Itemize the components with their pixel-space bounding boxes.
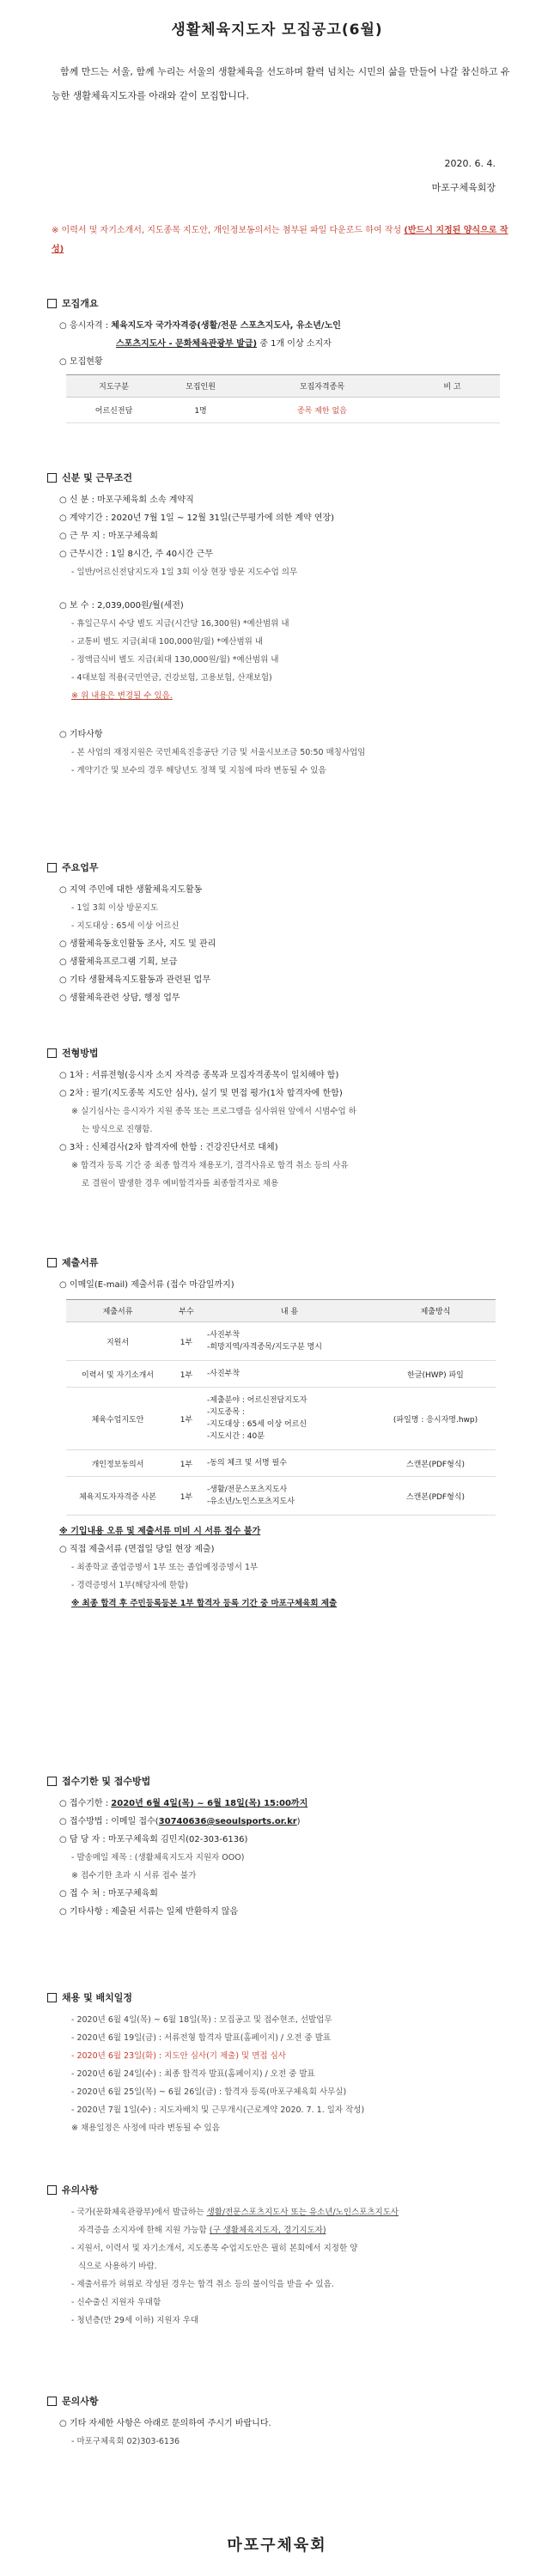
duty-item: ○ 지역 주민에 대한 생활체육지도활동 xyxy=(59,885,203,895)
note-item xyxy=(47,2203,528,2221)
duty-item: ○ 생활체육프로그램 기획, 보급 xyxy=(59,957,178,967)
stage-2: ○ 2차 : 필기(지도종목 지도안 심사), 실기 및 면접 평가(1차 합격자에 한함) xyxy=(59,1089,343,1098)
qual-certs: 체육지도자 국가자격증(생활/전문 스포츠지도사, 유소년/노인 xyxy=(111,321,341,331)
table-cell xyxy=(204,1450,375,1477)
receiver-line: ○ 접 수 처 : 마포구체육회 xyxy=(59,1889,158,1899)
section-title: 전형방법 xyxy=(62,1048,99,1059)
mail-subject-note: - 발송메일 제목 : (생활체육지도자 지원자 OOO) xyxy=(71,1853,245,1862)
workplace-line: ○ 근 무 지 : 마포구체육회 xyxy=(59,532,158,541)
table-cell xyxy=(375,1322,496,1361)
checkbox-icon xyxy=(47,2185,57,2195)
table-cell: 1부 xyxy=(169,1388,204,1450)
section-title: 주요업무 xyxy=(62,862,99,873)
table-cell: 1명 xyxy=(161,398,240,423)
section-header xyxy=(47,1046,528,1060)
contract-period-line: ○ 계약기간 : 2020년 7월 1일 ~ 12월 31일(근무평가에 의한 계약 연장) xyxy=(59,513,335,523)
qual-label: ○ 응시자격 : xyxy=(59,321,112,331)
section-title: 모집개요 xyxy=(62,298,99,309)
checkbox-icon xyxy=(47,473,57,483)
cell-line: -제출분야 : 어르신전담지도자 xyxy=(207,1396,307,1405)
col-header: 부수 xyxy=(169,1300,204,1322)
method-tail: ) xyxy=(296,1817,301,1826)
table-cell: 종목 제한 없음 xyxy=(240,398,405,423)
table-cell: 1부 xyxy=(169,1361,204,1388)
docs-warning: ※ 기입내용 오류 및 제출서류 미비 시 서류 접수 불가 xyxy=(59,1527,261,1536)
table-cell: 1부 xyxy=(169,1477,204,1516)
schedule-note: ※ 채용일정은 사정에 따라 변동될 수 있음 xyxy=(71,2123,220,2133)
duty-item: ○ 생활체육동호인활동 조사, 지도 및 관리 xyxy=(59,939,216,949)
qual-issuer: 스포츠지도사 - 문화체육관광부 발급) xyxy=(116,339,258,349)
intro-paragraph: 함께 만드는 서울, 함께 누리는 서울의 생활체육을 선도하며 활력 넘치는 시민의 삶을 만들어 나갈 참신하고 유능한 생활체육지도자를 아래와 같이 모집합니다. xyxy=(52,66,510,101)
checkbox-icon xyxy=(47,299,57,308)
pay-item: - 4대보험 적용(국민연금, 건강보험, 고용보험, 산재보험) xyxy=(71,673,272,683)
other-item: - 본 사업의 재정지원은 국민체육진흥공단 기금 및 서울시보조금 50:50 매칭사업임 xyxy=(71,748,366,757)
work-hours-line: ○ 근무시간 : 1일 8시간, 주 40시간 근무 xyxy=(59,550,213,559)
duty-sub: - 지도대상 : 65세 이상 어르신 xyxy=(71,921,180,931)
table-cell xyxy=(204,1477,375,1516)
section-title: 문의사항 xyxy=(62,2396,99,2407)
deadline-note: ※ 접수기한 초과 시 서류 접수 불가 xyxy=(71,1871,197,1880)
section-header xyxy=(47,2183,528,2196)
table-cell xyxy=(405,398,500,423)
schedule-item: - 2020년 6월 23일(화) : 지도안 심사(기 제출) 및 면접 심사 xyxy=(71,2051,286,2061)
note-text: - 국가(문화체육관광부)에서 발급하는 xyxy=(71,2208,207,2217)
schedule-item: - 2020년 6월 24일(수) : 최종 합격자 발표(홈페이지) / 오전 중 발표 xyxy=(71,2069,315,2079)
note-item xyxy=(47,2221,528,2239)
note-item: - 지원서, 이력서 및 자기소개서, 지도종목 수업지도안은 필히 본회에서 지정한 양 xyxy=(71,2244,358,2253)
section-header xyxy=(47,860,528,874)
table-cell: 개인정보동의서 xyxy=(66,1450,169,1477)
page-title: 생활체육지도자 모집공고(6월) xyxy=(171,21,383,39)
section-application xyxy=(47,1774,528,1921)
table-cell xyxy=(204,1361,375,1388)
table-row xyxy=(66,1322,496,1361)
announcement-date: 2020. 6. 4. xyxy=(444,158,496,169)
method-line xyxy=(47,1813,528,1831)
direct-docs-label: ○ 직접 제출서류 (면접일 당일 현장 제출) xyxy=(59,1545,215,1554)
contact-line: ○ 담 당 자 : 마포구체육회 김민지(02-303-6136) xyxy=(59,1835,248,1844)
table-cell: 지원서 xyxy=(66,1322,169,1361)
table-row xyxy=(66,1361,496,1388)
table-cell: 체육지도자자격증 사본 xyxy=(66,1477,169,1516)
stage-3-note: ※ 합격자 등록 기간 중 최종 합격자 채용포기, 결격사유로 합격 취소 등의 사유 xyxy=(71,1161,349,1170)
cell-line: -생활/전문스포츠지도사 xyxy=(207,1485,288,1494)
notice-emphasis: (반드시 지정된 양식으로 작성) xyxy=(52,226,508,254)
note-item: 식으로 사용하기 바람. xyxy=(78,2262,157,2271)
final-submission-note: ※ 최종 합격 후 주민등록등본 1부 합격자 등록 기간 중 마포구체육회 제출 xyxy=(71,1599,338,1608)
section-title: 제출서류 xyxy=(62,1257,99,1268)
checkbox-icon xyxy=(47,1993,57,2002)
announcement-org: 마포구체육회장 xyxy=(431,182,496,193)
qualification-line-2 xyxy=(47,335,528,353)
checkbox-icon xyxy=(47,2397,57,2406)
section-header xyxy=(47,1774,528,1788)
note-emph: (구 생활체육지도자, 경기지도자) xyxy=(209,2226,326,2235)
schedule-item: - 2020년 6월 25일(목) ~ 6월 26일(금) : 합격자 등록(마포구체육회 사무실) xyxy=(71,2087,347,2097)
table-cell: 1부 xyxy=(169,1450,204,1477)
qual-tail: 중 1개 이상 소지자 xyxy=(257,339,332,349)
email-docs-label: ○ 이메일(E-mail) 제출서류 (접수 마감일까지) xyxy=(59,1280,234,1290)
cell-line: -유소년/노인스포츠지도사 xyxy=(207,1498,295,1506)
table-cell: 스캔본(PDF형식) xyxy=(375,1477,496,1516)
schedule-item: - 2020년 6월 4일(목) ~ 6월 18일(목) : 모집공고 및 접수현조, 선발업무 xyxy=(71,2015,332,2025)
checkbox-icon xyxy=(47,1777,57,1786)
checkbox-icon xyxy=(47,1258,57,1267)
email-link[interactable]: 30740636@seoulsports.or.kr xyxy=(158,1817,297,1826)
stage-2-note: ※ 실기심사는 응시자가 지원 종목 또는 프로그램을 심사위원 앞에서 시범수업 하 xyxy=(71,1107,356,1116)
table-cell: 이력서 및 자기소개서 xyxy=(66,1361,169,1388)
cell-line: -사진부착 xyxy=(207,1370,240,1378)
section-header xyxy=(47,296,528,310)
checkbox-icon xyxy=(47,863,57,872)
checkbox-icon xyxy=(47,1048,57,1058)
note-item: - 제출서류가 허위로 작성된 경우는 합격 취소 등의 불이익을 받을 수 있음. xyxy=(71,2280,334,2289)
deadline-line xyxy=(47,1795,528,1813)
duty-sub: - 1일 3회 이상 방문지도 xyxy=(71,903,159,913)
table-cell xyxy=(204,1388,375,1450)
note-item: - 청년층(만 29세 이하) 지원자 우대 xyxy=(71,2316,199,2325)
status-line: ○ 신 분 : 마포구체육회 소속 계약직 xyxy=(59,495,194,505)
stage-3: ○ 3차 : 신체검사(2차 합격자에 한함 : 건강진단서로 대체) xyxy=(59,1143,278,1152)
stage-2-note: 는 방식으로 진행함. xyxy=(82,1125,153,1134)
stage-1: ○ 1차 : 서류전형(응시자 소지 자격증 종목과 모집자격종목이 일치해야 함) xyxy=(59,1071,339,1080)
section-title: 접수기한 및 접수방법 xyxy=(62,1776,151,1787)
section-title: 신분 및 근무조건 xyxy=(62,472,133,483)
schedule-item: - 2020년 6월 19일(금) : 서류전형 합격자 발표(홈페이지) / 오전 중 발표 xyxy=(71,2033,332,2043)
section-employment-conditions xyxy=(47,471,528,780)
stage-3-note: 로 결원이 발생한 경우 예비합격자를 최종합격자로 채용 xyxy=(82,1179,279,1188)
section-inquiries xyxy=(47,2394,528,2451)
section-title: 유의사항 xyxy=(62,2184,99,2196)
deadline-label: ○ 접수기한 : xyxy=(59,1799,112,1808)
section-header xyxy=(47,1255,528,1269)
method-label: ○ 접수방법 : 이메일 접수( xyxy=(59,1817,159,1826)
section-header xyxy=(47,1990,528,2004)
recruit-status-table xyxy=(66,374,500,423)
note-text: 자격증을 소지자에 한해 지원 가능함 xyxy=(78,2226,207,2235)
direct-doc-item: - 경력증명서 1부(해당자에 한함) xyxy=(71,1581,189,1590)
cell-line: -희망지역/자격종목/지도구분 명시 xyxy=(207,1343,322,1352)
section-selection-method xyxy=(47,1046,528,1193)
pay-item: - 휴일근무시 수당 별도 지급(시간당 16,300원) *예산범위 내 xyxy=(71,619,289,629)
inquiry-contact: - 마포구체육회 02)303-6136 xyxy=(71,2437,180,2446)
table-row xyxy=(66,1477,496,1516)
section-schedule xyxy=(47,1990,528,2137)
col-header: 모집인원 xyxy=(161,375,240,398)
section-recruitment-overview xyxy=(47,296,528,423)
schedule-item: - 2020년 7월 1일(수) : 지도자배치 및 근무개시(근로계약 2020. 7. 1. 일자 작성) xyxy=(71,2105,365,2115)
table-cell: 스캔본(PDF형식) xyxy=(375,1450,496,1477)
col-header: 제출서류 xyxy=(66,1300,169,1322)
inquiry-line: ○ 기타 자세한 사항은 아래로 문의하여 주시기 바랍니다. xyxy=(59,2419,271,2428)
other-line: ○ 기타사항 : 제출된 서류는 일체 반환하지 않음 xyxy=(59,1907,239,1917)
col-header: 모집자격종목 xyxy=(240,375,405,398)
recruit-status-label: ○ 모집현황 xyxy=(59,357,103,367)
table-cell: (파일명 : 응시자명.hwp) xyxy=(375,1388,496,1450)
col-header: 비 고 xyxy=(405,375,500,398)
section-header xyxy=(47,471,528,484)
deadline-value: 2020년 6월 4일(목) ~ 6월 18일(목) 15:00까지 xyxy=(111,1799,308,1808)
section-title: 채용 및 배치일정 xyxy=(62,1992,133,2003)
col-header: 제출방식 xyxy=(375,1300,496,1322)
table-cell: 1부 xyxy=(169,1322,204,1361)
col-header: 지도구분 xyxy=(66,375,161,398)
salary-line: ○ 보 수 : 2,039,000원/월(세전) xyxy=(59,601,184,611)
section-documents xyxy=(47,1255,528,1613)
section-header xyxy=(47,2394,528,2408)
table-header-row xyxy=(66,375,500,398)
section-notes xyxy=(47,2183,528,2330)
table-cell xyxy=(204,1322,375,1361)
pay-note: ※ 위 내용은 변경될 수 있음. xyxy=(71,691,173,701)
note-item: - 신수출신 지원자 우대함 xyxy=(71,2298,161,2307)
table-cell: 체육수업지도안 xyxy=(66,1388,169,1450)
cell-line: -동의 체크 및 서명 필수 xyxy=(207,1459,287,1467)
footer-org-name: 마포구체육회 xyxy=(227,2537,327,2555)
pay-item: - 교통비 별도 지급(최대 100,000원/월) *예산범위 내 xyxy=(71,637,264,647)
duty-item: ○ 생활체육관련 상담, 행정 업무 xyxy=(59,993,180,1003)
table-row xyxy=(66,398,500,423)
other-label: ○ 기타사항 xyxy=(59,730,103,739)
qualification-line xyxy=(47,317,528,335)
duty-item: ○ 기타 생활체육지도활동과 관련된 업무 xyxy=(59,975,211,985)
attachment-notice xyxy=(52,222,515,259)
table-row xyxy=(66,1450,496,1477)
table-cell: 어르신전담 xyxy=(66,398,161,423)
notice-text: ※ 이력서 및 자기소개서, 지도종목 지도안, 개인정보동의서는 첨부된 파일 다운로드 하여 작성 xyxy=(52,226,402,235)
other-item: - 계약기간 및 보수의 경우 해당년도 정책 및 지침에 따라 변동될 수 있음 xyxy=(71,766,326,775)
work-hours-sub: - 일반/어르신전담지도자 1일 3회 이상 현장 방문 지도수업 의무 xyxy=(71,568,298,577)
cell-line: -지도종목 : xyxy=(207,1408,245,1417)
table-row xyxy=(66,1388,496,1450)
section-main-duties xyxy=(47,860,528,1007)
col-header: 내 용 xyxy=(204,1300,375,1322)
cell-line: -지도시간 : 40분 xyxy=(207,1432,265,1441)
documents-table xyxy=(66,1299,496,1516)
pay-item: - 정액급식비 별도 지급(최대 130,000원/월) *예산범위 내 xyxy=(71,655,279,665)
table-cell: 한글(HWP) 파일 xyxy=(375,1361,496,1388)
cell-line: -사진부착 xyxy=(207,1331,240,1340)
direct-doc-item: - 최종학교 졸업증명서 1부 또는 졸업예정증명서 1부 xyxy=(71,1563,259,1572)
table-header-row xyxy=(66,1300,496,1322)
note-emph: 생활/전문스포츠지도사 또는 유소년/노인스포츠지도사 xyxy=(206,2208,399,2217)
cell-line: -지도대상 : 65세 이상 어르신 xyxy=(207,1420,307,1429)
